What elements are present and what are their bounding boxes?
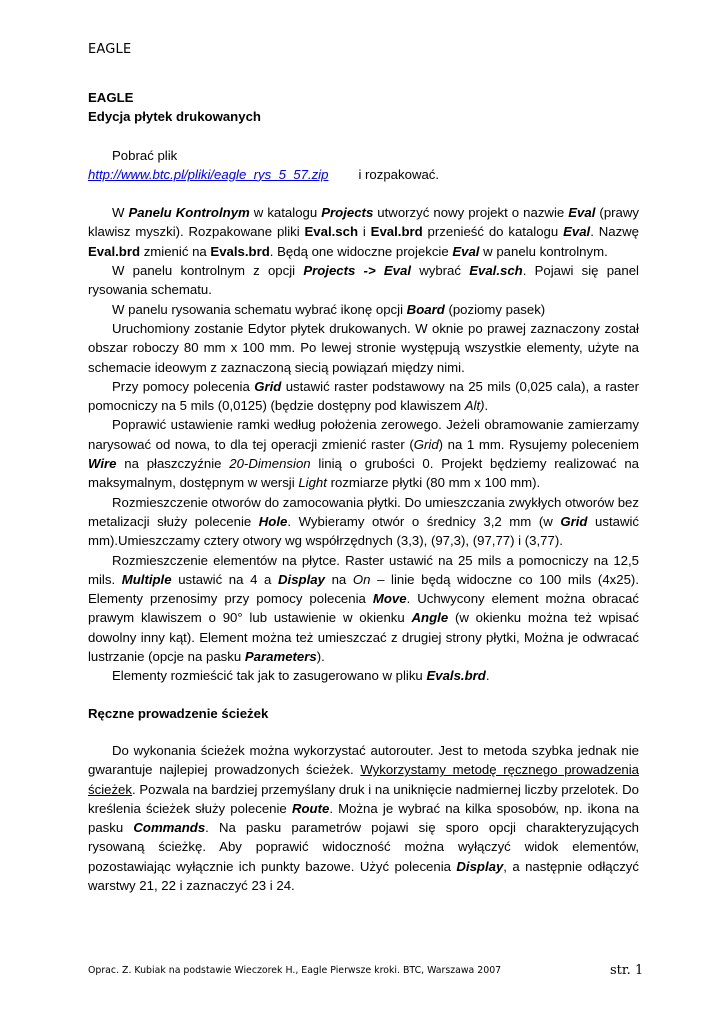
paragraph-5: Przy pomocy polecenia Grid ustawić raster podstawowy na 25 mils (0,025 cala), a raster pomocniczy na 5 mils (0,0125) (będzie dostępny pod klawiszem Alt). (88, 378, 639, 414)
running-header: EAGLE (88, 42, 132, 57)
document-title: EAGLE (88, 90, 134, 105)
paragraph-4: Uruchomiony zostanie Edytor płytek drukowanych. W oknie po prawej zaznaczony został obszar roboczy 80 mm x 100 mm. Po lewej stronie występują wszystkie elementy, użyte na schemacie ideowym z zaznaczoną siecią powiązań między nimi. (88, 320, 639, 375)
footer-credit: Oprac. Z. Kubiak na podstawie Wieczorek H., Eagle Pierwsze kroki. BTC, Warszawa 2007 (88, 965, 502, 976)
paragraph-3: W panelu rysowania schematu wybrać ikonę opcji Board (poziomy pasek) (112, 301, 546, 317)
paragraph-10: Do wykonania ścieżek można wykorzystać autorouter. Jest to metoda szybka jednak nie gwarantuje najlepiej prowadzonych ścieżek. Wykorzystamy metodę ręcznego prowadzenia ścieżek. Pozwala na bardziej przemyślany druk i na uniknięcie nadmiernej liczby przelotek. Do kreślenia ścieżek służy polecenie Route. Można je wybrać na kilka sposobów, np. ikona na pasku Commands. Na pasku parametrów pojawi się sporo opcji charakteryzujących rysowaną ścieżkę. Aby poprawić widoczność można wyłączyć widok elementów, pozostawiając wyłącznie ich punkty bazowe. Użyć polecenia Display, a następnie odłączyć warstwy 21, 22 i zaznaczyć 23 i 24. (88, 742, 639, 893)
download-label: Pobrać plik (112, 147, 178, 163)
document-body (88, 88, 639, 895)
paragraph-7: Rozmieszczenie otworów do zamocowania płytki. Do umieszczania zwykłych otworów bez metalizacji służy polecenie Hole. Wybieramy otwór o średnicy 3,2 mm (w Grid ustawić mm).Umieszczamy cztery otwory wg współrzędnych (3,3), (97,3), (97,77) i (3,77). (88, 494, 639, 549)
paragraph-1: W Panelu Kontrolnym w katalogu Projects utworzyć nowy projekt o nazwie Eval (prawy klawisz myszki). Rozpakowane pliki Eval.sch i Eval.brd przenieść do katalogu Eval. Nazwę Eval.brd zmienić na Evals.brd. Będą one widoczne projekcie Eval w panelu kontrolnym. (88, 205, 640, 259)
document-subtitle: Edycja płytek drukowanych (88, 109, 261, 125)
download-link[interactable]: http://www.btc.pl/pliki/eagle_rys_5_57.zip (88, 166, 329, 182)
paragraph-9: Elementy rozmieścić tak jak to zasugerowano w pliku Evals.brd. (112, 668, 490, 684)
paragraph-2: W panelu kontrolnym z opcji Projects -> Eval wybrać Eval.sch. Pojawi się panel rysowania schematu. (88, 263, 639, 298)
paragraph-6: Poprawić ustawienie ramki według położenia zerowego. Jeżeli obramowanie zamierzamy narysować od nowa, to dla tej operacji zmienić raster (Grid) na 1 mm. Rysujemy poleceniem Wire na płaszczyźnie 20-Dimension linią o grubości 0. Projekt będziemy realizować na maksymalnym, dostępnym w wersji Light rozmiarze płytki (80 mm x 100 mm). (88, 417, 640, 491)
page-number: str. 1 (610, 963, 644, 978)
download-line (88, 165, 639, 184)
paragraph-8: Rozmieszczenie elementów na płytce. Raster ustawić na 25 mils a pomocniczy na 12,5 mils. Multiple ustawić na 4 a Display na On – linie będą widoczne co 100 mils (4x25). Elementy przenosimy przy pomocy polecenia Move. Uchwycony element można obracać prawym klawiszem o 90° lub ustawienie w okienku Angle (w okienku można też wpisać dowolny inny kąt). Element można też umieszczać z drugiej strony płytki, Można je odwracać lustrzanie (opcje na pasku Parameters). (88, 552, 639, 665)
download-after: i rozpakować. (358, 166, 440, 182)
section-heading: Ręczne prowadzenie ścieżek (88, 705, 269, 721)
